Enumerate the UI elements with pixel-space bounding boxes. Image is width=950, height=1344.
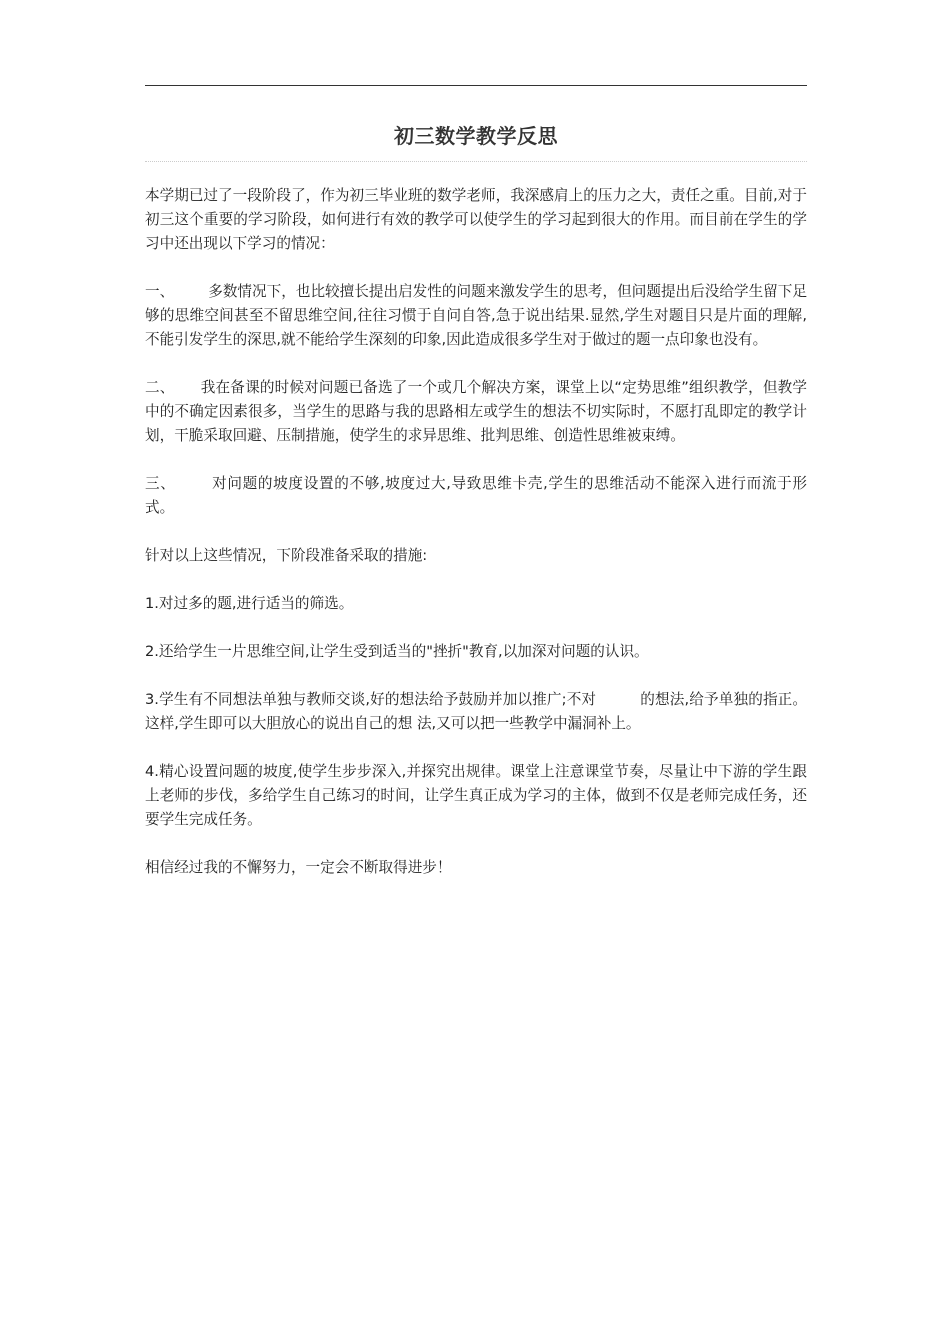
item-marker: 二、	[145, 379, 175, 396]
document-body	[145, 184, 807, 904]
measure-3-text-a: 3.学生有不同想法单独与教师交谈,好的想法给予鼓励并加以推广;不对	[145, 691, 597, 708]
measure-4: 4.精心设置问题的坡度,使学生步步深入,并探究出规律。课堂上注意课堂节奏，尽量让中下游的学生跟上老师的步伐，多给学生自己练习的时间，让学生真正成为学习的主体，做到不仅是老师完成任务，还要学生完成任务。	[145, 763, 807, 828]
measure-2: 2.还给学生一片思维空间,让学生受到适当的"挫折"教育,以加深对问题的认识。	[145, 643, 649, 660]
issue-paragraph-3	[145, 472, 807, 520]
intro-paragraph: 本学期已过了一段阶段了，作为初三毕业班的数学老师，我深感肩上的压力之大，责任之重。目前,对于初三这个重要的学习阶段，如何进行有效的教学可以使学生的学习起到很大的作用。而目前在学生的学习中还出现以下学习的情况：	[145, 187, 807, 252]
measure-1: 1.对过多的题,进行适当的筛选。	[145, 595, 354, 612]
issue-paragraph-2	[145, 376, 807, 448]
issue-text: 我在备课的时候对问题已备选了一个或几个解决方案，课堂上以“定势思维”组织教学，但教学中的不确定因素很多，当学生的思路与我的思路相左或学生的想法不切实际时，不愿打乱即定的教学计划，干脆采取回避、压制措施，使学生的求异思维、批判思维、创造性思维被束缚。	[145, 379, 807, 444]
measure-3	[145, 688, 807, 736]
measure-3-text-b: 的想法,给予单独的指正。这样,学生即可以大胆放心的说出自己的想 法,又可以把一些教学中漏洞补上。	[145, 691, 807, 732]
closing-paragraph: 相信经过我的不懈努力，一定会不断取得进步！	[145, 859, 452, 876]
issue-paragraph-1	[145, 280, 807, 352]
issue-text: 多数情况下，也比较擅长提出启发性的问题来激发学生的思考，但问题提出后没给学生留下足够的思维空间甚至不留思维空间,往往习惯于自问自答,急于说出结果.显然,学生对题目只是片面的理解,不能引发学生的深思,就不能给学生深刻的印象,因此造成很多学生对于做过的题一点印象也没有。	[145, 283, 807, 348]
item-marker: 三、	[145, 475, 176, 492]
document-title: 初三数学教学反思	[394, 124, 558, 148]
item-marker: 一、	[145, 283, 175, 300]
measures-intro: 针对以上这些情况，下阶段准备采取的措施:	[145, 547, 428, 564]
title-divider	[145, 161, 807, 162]
header-rule	[145, 85, 807, 86]
issue-text: 对问题的坡度设置的不够,坡度过大,导致思维卡壳,学生的思维活动不能深入进行而流于形式。	[145, 475, 807, 516]
